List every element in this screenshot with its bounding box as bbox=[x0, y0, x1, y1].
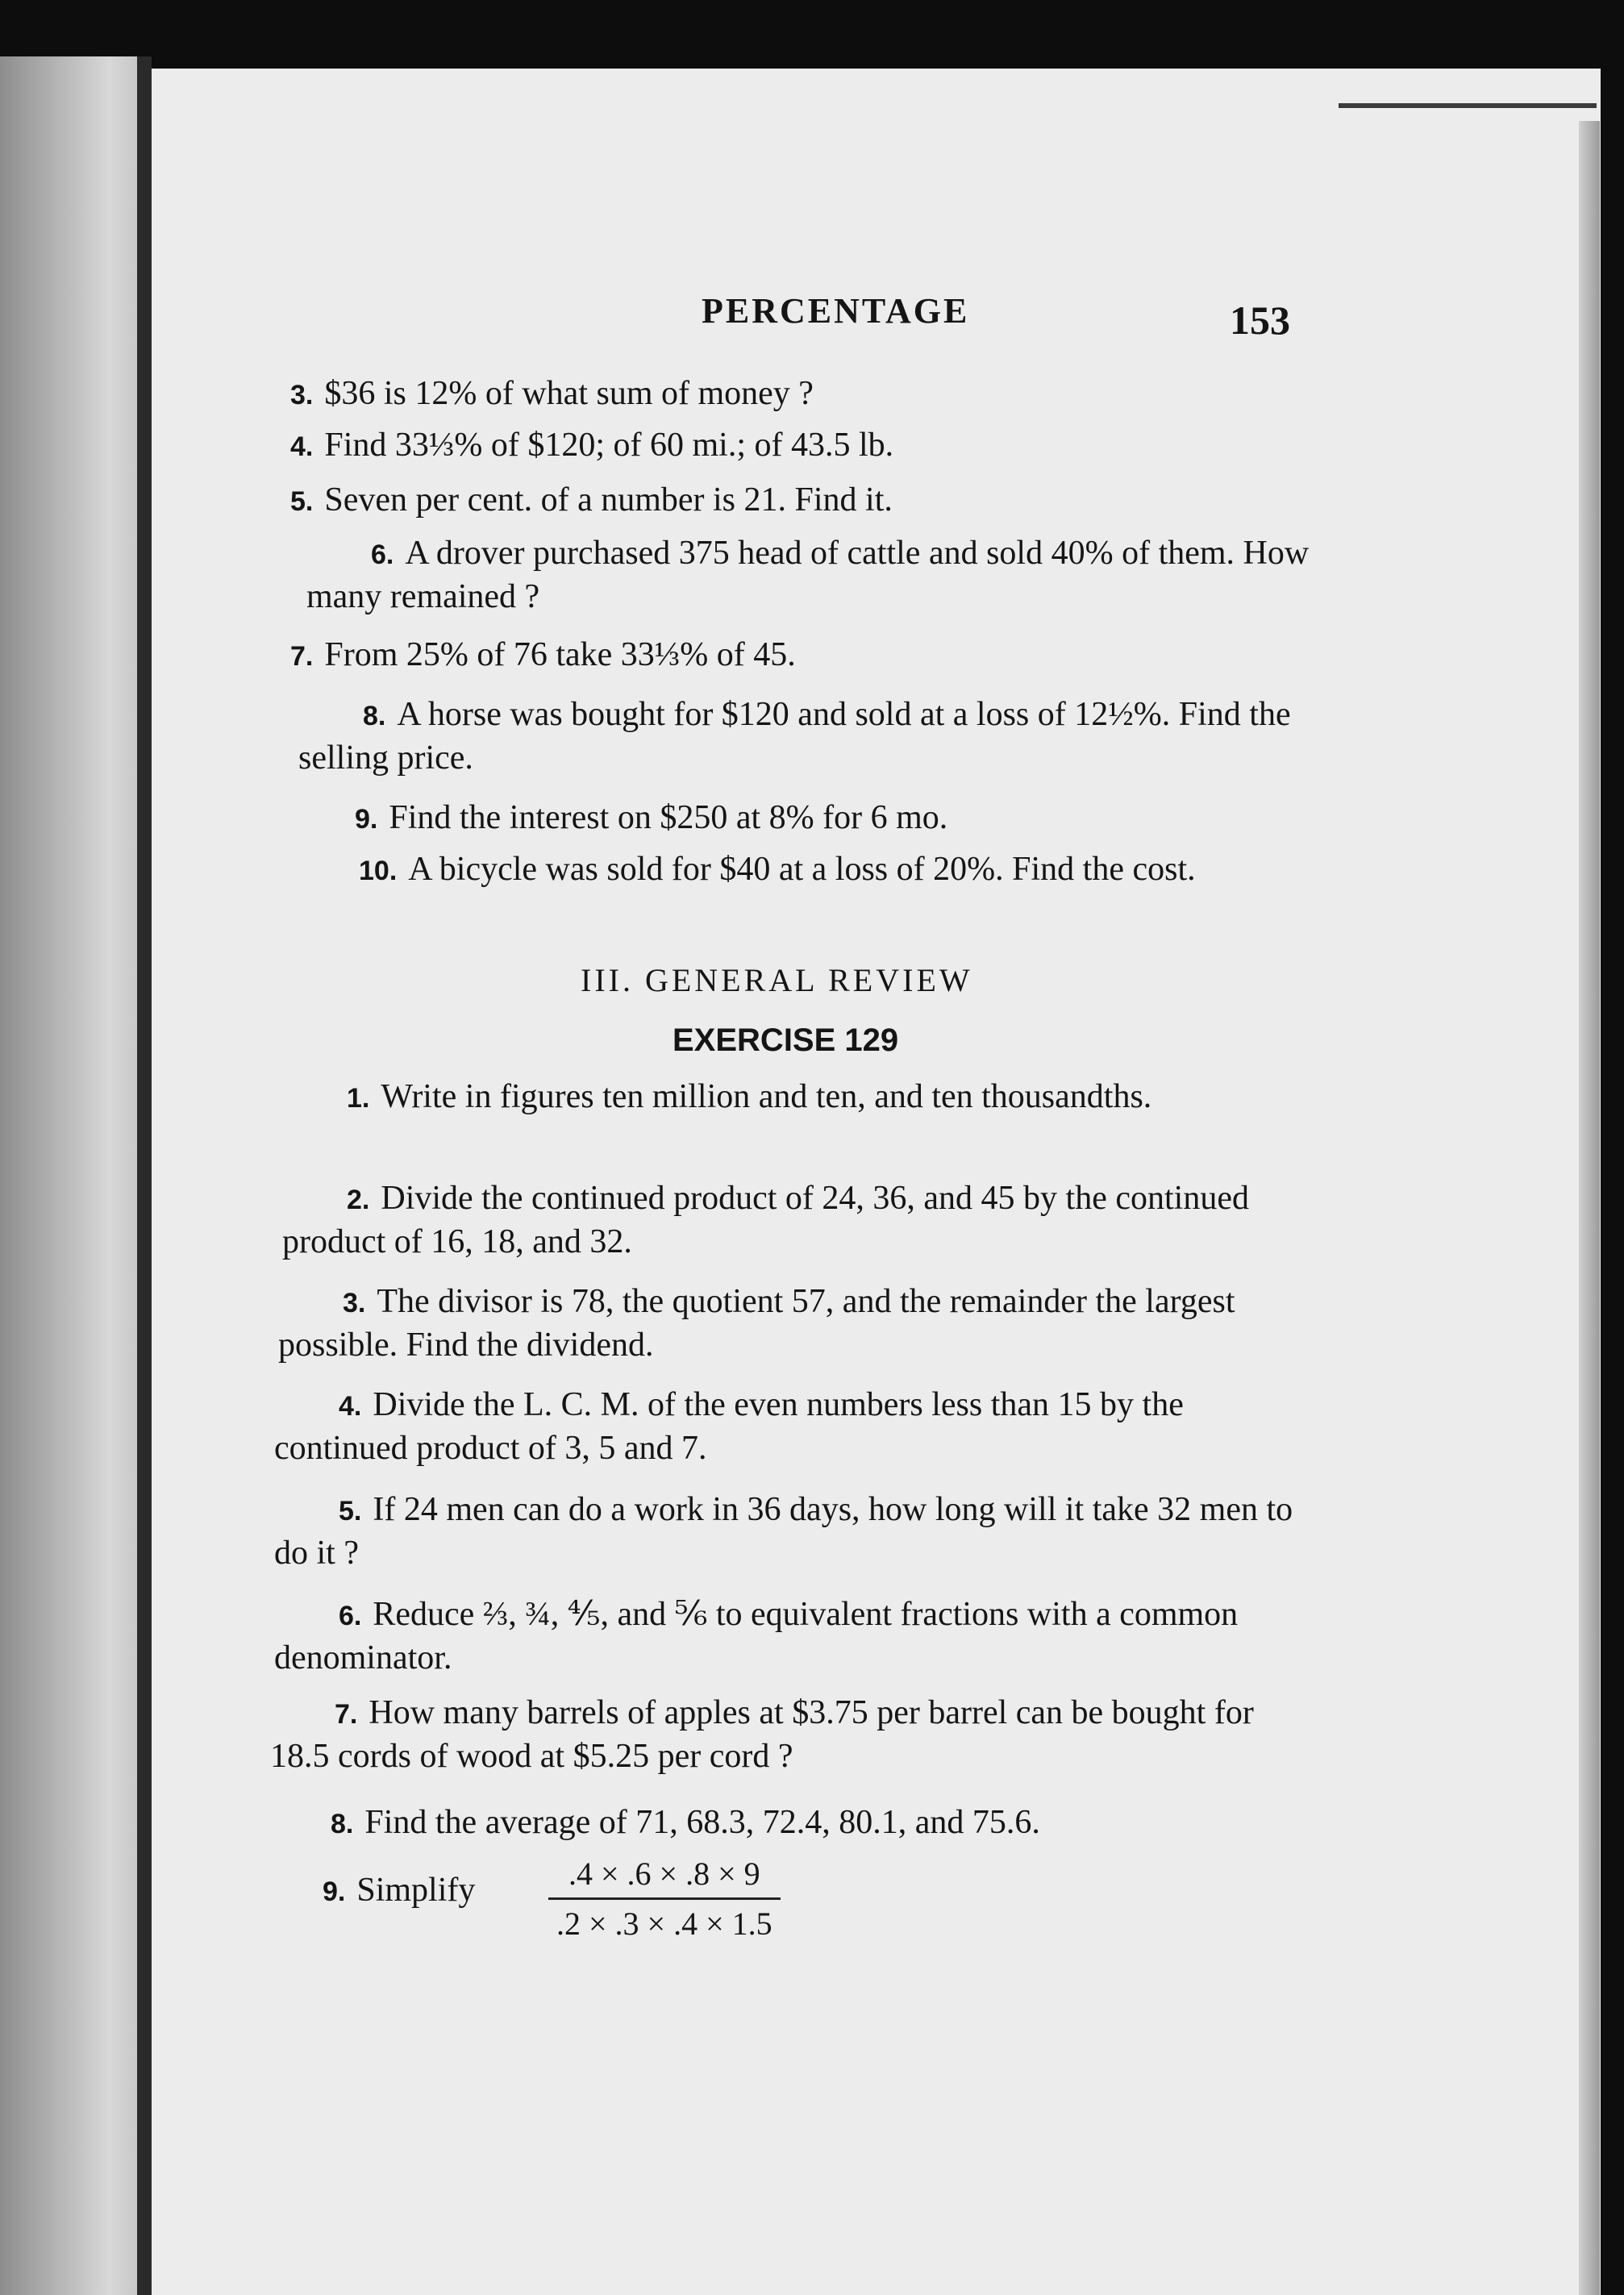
problem-text: A horse was bought for $120 and sold at a loss of 12½%. Find the selling price. bbox=[298, 696, 1291, 777]
problem-number: 7. bbox=[290, 641, 314, 672]
problem-text: $36 is 12% of what sum of money ? bbox=[324, 375, 814, 412]
problem-5 bbox=[290, 479, 1322, 523]
problem-text: A drover purchased 375 head of cattle and sold 40% of them. How many remained ? bbox=[306, 535, 1310, 615]
problem-number: 4. bbox=[290, 431, 314, 462]
problem-text: Find the average of 71, 68.3, 72.4, 80.1, and 75.6. bbox=[364, 1804, 1040, 1841]
page-top-rule bbox=[1339, 103, 1597, 108]
problem-number: 10. bbox=[359, 856, 398, 886]
problem-4 bbox=[290, 424, 1322, 468]
problem-text: A bicycle was sold for $40 at a loss of 20%. Find the cost. bbox=[408, 851, 1196, 888]
problem-number: 8. bbox=[363, 701, 386, 731]
problem-number: 2. bbox=[347, 1185, 370, 1215]
page-number: 153 bbox=[1230, 298, 1290, 343]
problem-10 bbox=[294, 848, 1326, 892]
problem-number: 9. bbox=[355, 804, 378, 835]
problem-text: Seven per cent. of a number is 21. Find it. bbox=[324, 481, 893, 519]
fraction-numerator: .4 × .6 × .8 × 9 bbox=[548, 1855, 781, 1900]
book-spine-shadow bbox=[137, 56, 152, 2295]
problem-text: How many barrels of apples at $3.75 per barrel can be bought for 18.5 cords of wood at $5.25 per cord ? bbox=[270, 1694, 1254, 1775]
review-problem-5 bbox=[274, 1489, 1306, 1574]
problem-number: 6. bbox=[371, 539, 394, 570]
problem-7 bbox=[290, 634, 1322, 677]
review-problem-9 bbox=[323, 1869, 564, 1913]
running-head: PERCENTAGE bbox=[702, 291, 970, 331]
problem-number: 5. bbox=[290, 486, 314, 517]
problem-number: 3. bbox=[290, 380, 314, 410]
problem-9 bbox=[355, 797, 1387, 840]
problem-text: Divide the continued product of 24, 36, and 45 by the continued product of 16, 18, and 32. bbox=[282, 1180, 1249, 1260]
problem-number: 4. bbox=[339, 1391, 362, 1422]
facing-page-edge bbox=[0, 56, 137, 2295]
section-title: III. GENERAL REVIEW bbox=[581, 962, 973, 998]
problem-text: Find the interest on $250 at 8% for 6 mo. bbox=[389, 799, 948, 836]
review-problem-8 bbox=[331, 1801, 1363, 1845]
problem-number: 1. bbox=[347, 1083, 370, 1114]
review-problem-7 bbox=[270, 1692, 1302, 1777]
problem-number: 3. bbox=[343, 1288, 366, 1318]
review-problem-1 bbox=[282, 1076, 1314, 1119]
problem-text: Divide the L. C. M. of the even numbers less than 15 by the continued product of 3, 5 and 7. bbox=[274, 1386, 1184, 1467]
problem-number: 5. bbox=[339, 1496, 362, 1527]
problem-8 bbox=[298, 693, 1330, 779]
problem-6 bbox=[306, 532, 1339, 618]
problem-text: Simplify bbox=[356, 1872, 476, 1909]
problem-3 bbox=[290, 373, 1322, 416]
problem-text: Find 33⅓% of $120; of 60 mi.; of 43.5 lb. bbox=[324, 427, 894, 464]
problem-number: 7. bbox=[335, 1699, 358, 1730]
problem-text: From 25% of 76 take 33⅓% of 45. bbox=[324, 636, 796, 673]
problem-text: Write in figures ten million and ten, and ten thousandths. bbox=[381, 1078, 1152, 1115]
review-problem-3 bbox=[278, 1281, 1310, 1366]
simplify-fraction bbox=[548, 1855, 781, 1943]
problem-text: The divisor is 78, the quotient 57, and the remainder the largest possible. Find the dividend. bbox=[278, 1283, 1235, 1364]
page-right-edge bbox=[1579, 121, 1600, 2295]
problem-text: If 24 men can do a work in 36 days, how long will it take 32 men to do it ? bbox=[274, 1491, 1293, 1572]
problem-number: 9. bbox=[323, 1876, 346, 1907]
review-problem-6 bbox=[274, 1593, 1306, 1679]
review-problem-2 bbox=[282, 1177, 1314, 1263]
problem-number: 6. bbox=[339, 1601, 362, 1631]
problem-text: Reduce ⅔, ¾, ⅘, and ⅚ to equivalent fractions with a common denominator. bbox=[274, 1596, 1239, 1676]
exercise-title: EXERCISE 129 bbox=[673, 1023, 899, 1058]
fraction-denominator: .2 × .3 × .4 × 1.5 bbox=[556, 1906, 772, 1942]
review-problem-4 bbox=[274, 1384, 1306, 1469]
problem-number: 8. bbox=[331, 1809, 354, 1839]
